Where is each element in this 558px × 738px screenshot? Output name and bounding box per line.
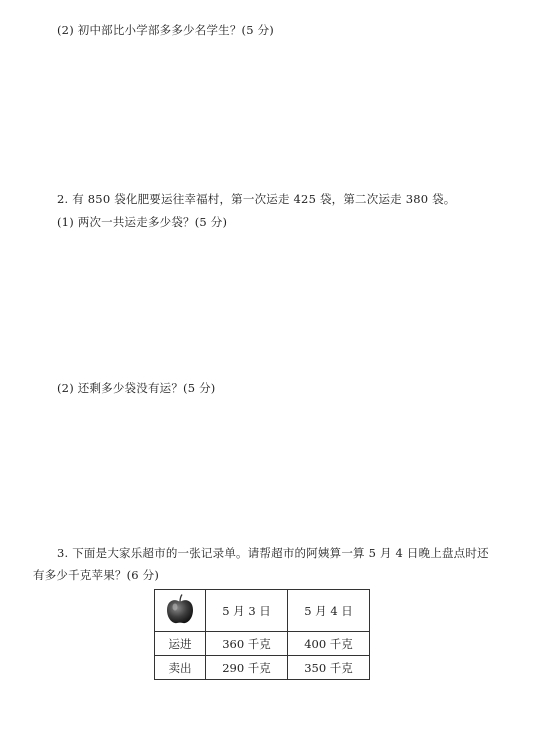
table-row [155, 632, 370, 656]
question-2-part-1: (1) 两次一共运走多少袋？(5 分) [57, 215, 228, 229]
question-2-part-2b: (2) 还剩多少袋没有运？(5 分) [57, 381, 216, 395]
table-header-row [155, 590, 370, 632]
question-2-stem: 2. 有 850 袋化肥要运往幸福村，第一次运走 425 袋，第二次运走 380 袋。 [57, 192, 456, 206]
table-header-icon-cell [155, 590, 206, 632]
question-3-stem-line-2: 有多少千克苹果？(6 分) [33, 568, 160, 582]
row-label: 运进 [155, 632, 206, 656]
row-value-may-4: 350 千克 [288, 656, 370, 680]
question-2-part-2: (2) 初中部比小学部多多少名学生？(5 分) [57, 23, 274, 37]
question-3-stem-line-1: 3. 下面是大家乐超市的一张记录单。请帮超市的阿姨算一算 5 月 4 日晚上盘点时还 [57, 546, 489, 560]
row-label: 卖出 [155, 656, 206, 680]
table-header-may-4: 5 月 4 日 [288, 590, 370, 632]
apple-icon [165, 593, 195, 628]
table-header-may-3: 5 月 3 日 [206, 590, 288, 632]
row-value-may-3: 360 千克 [206, 632, 288, 656]
row-value-may-4: 400 千克 [288, 632, 370, 656]
row-value-may-3: 290 千克 [206, 656, 288, 680]
record-table [154, 589, 370, 680]
table-row [155, 656, 370, 680]
